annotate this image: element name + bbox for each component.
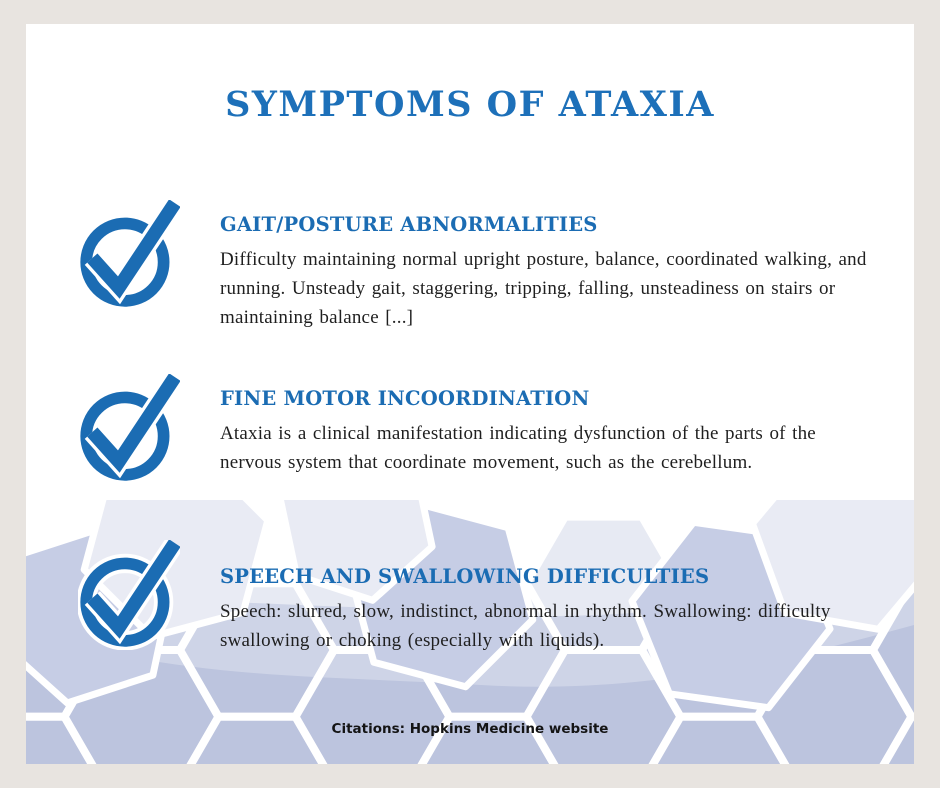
- section-heading: SPEECH AND SWALLOWING DIFFICULTIES: [220, 565, 710, 588]
- infographic-card: [26, 24, 914, 764]
- citation-text: Citations: Hopkins Medicine website: [331, 721, 609, 737]
- section-speech-swallowing: [220, 565, 892, 655]
- footer: [26, 720, 914, 738]
- section-gait-posture: [220, 213, 892, 332]
- check-circle-icon: [78, 540, 180, 650]
- section-heading: FINE MOTOR INCOORDINATION: [220, 387, 590, 410]
- page-title: SYMPTOMS OF ATAXIA: [225, 84, 715, 125]
- check-circle-icon: [78, 200, 180, 310]
- section-fine-motor: [220, 387, 892, 477]
- section-body: Speech: slurred, slow, indistinct, abnormal in rhythm. Swallowing: difficulty swallowing or choking (especially with liquids).: [220, 601, 831, 651]
- section-heading: GAIT/POSTURE ABNORMALITIES: [220, 213, 598, 236]
- section-body: Ataxia is a clinical manifestation indicating dysfunction of the parts of the nervous system that coordinate movement, such as the cerebellum.: [220, 423, 816, 473]
- section-body: Difficulty maintaining normal upright posture, balance, coordinated walking, and running. Unsteady gait, staggering, tripping, falling, unsteadiness on stairs or maintaining balance [...]: [220, 249, 867, 328]
- check-circle-icon: [78, 374, 180, 484]
